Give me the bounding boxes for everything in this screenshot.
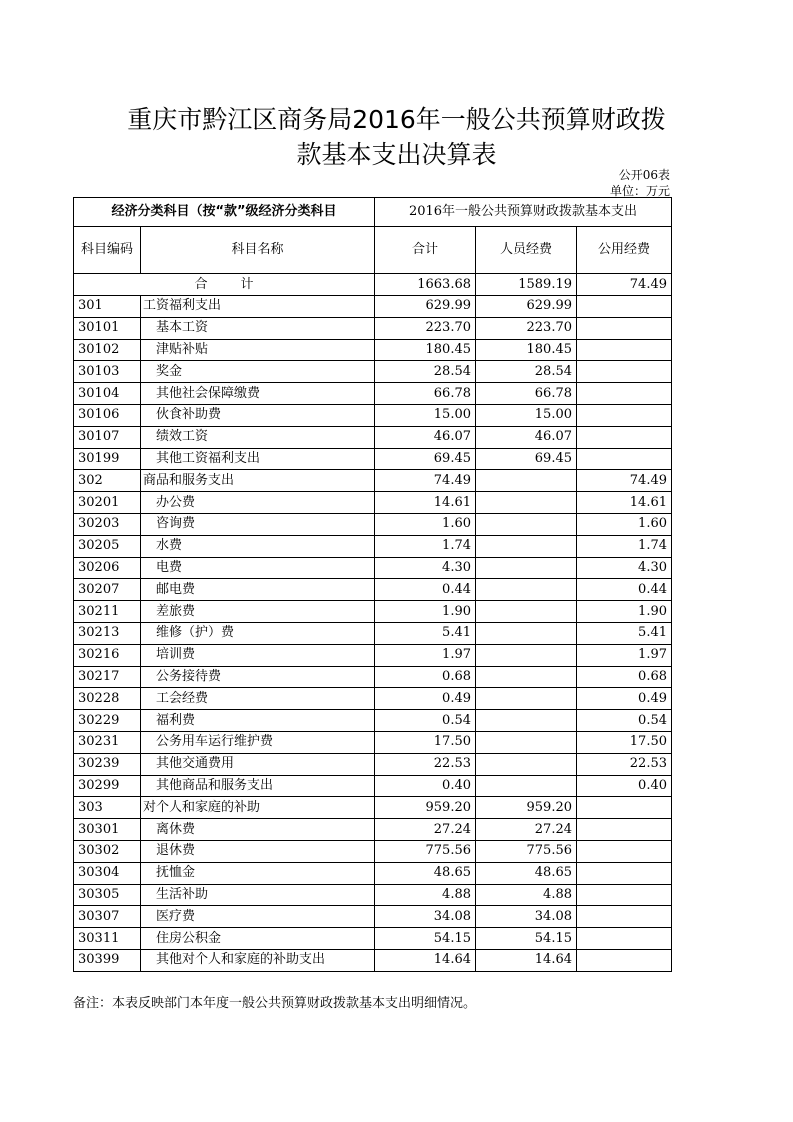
- row-public: 17.50: [577, 731, 672, 753]
- row-public: [577, 949, 672, 971]
- row-name: 抚恤金: [141, 862, 375, 884]
- budget-table: [73, 197, 672, 972]
- row-code: 30199: [74, 448, 141, 470]
- row-code: 30102: [74, 339, 141, 361]
- row-public: 74.49: [577, 470, 672, 492]
- row-public: [577, 339, 672, 361]
- total-label: 合 计: [74, 274, 375, 296]
- row-code: 30206: [74, 557, 141, 579]
- table-row: [74, 296, 672, 318]
- table-row: [74, 666, 672, 688]
- row-public: 1.90: [577, 601, 672, 623]
- row-total: 14.61: [375, 492, 476, 514]
- row-name: 其他社会保障缴费: [141, 383, 375, 405]
- row-public: [577, 906, 672, 928]
- row-personnel: 28.54: [476, 361, 577, 383]
- row-name: 维修（护）费: [141, 622, 375, 644]
- row-total: 1.97: [375, 644, 476, 666]
- row-total: 0.44: [375, 579, 476, 601]
- row-total: 5.41: [375, 622, 476, 644]
- row-total: 74.49: [375, 470, 476, 492]
- row-code: 30205: [74, 535, 141, 557]
- row-name: 其他商品和服务支出: [141, 775, 375, 797]
- row-public: [577, 797, 672, 819]
- econ-class-header: 经济分类科目（按“款”级经济分类科目: [74, 198, 375, 227]
- total-public: 74.49: [577, 274, 672, 296]
- personnel-column-header: 人员经费: [476, 227, 577, 274]
- row-name: 生活补助: [141, 884, 375, 906]
- table-row: [74, 622, 672, 644]
- name-column-header: 科目名称: [141, 227, 375, 274]
- total-column-header: 合计: [375, 227, 476, 274]
- row-total: 34.08: [375, 906, 476, 928]
- table-row: [74, 601, 672, 623]
- row-name: 退休费: [141, 840, 375, 862]
- total-amount: 1663.68: [375, 274, 476, 296]
- row-name: 其他工资福利支出: [141, 448, 375, 470]
- row-name: 其他交通费用: [141, 753, 375, 775]
- row-code: 30304: [74, 862, 141, 884]
- row-name: 工会经费: [141, 688, 375, 710]
- row-code: 30211: [74, 601, 141, 623]
- row-name: 办公费: [141, 492, 375, 514]
- row-code: 30301: [74, 819, 141, 841]
- row-total: 4.88: [375, 884, 476, 906]
- header-row-1: [74, 198, 672, 227]
- row-name: 水费: [141, 535, 375, 557]
- row-personnel: 46.07: [476, 426, 577, 448]
- row-personnel: 223.70: [476, 317, 577, 339]
- row-personnel: [476, 492, 577, 514]
- row-name: 邮电费: [141, 579, 375, 601]
- row-personnel: [476, 601, 577, 623]
- row-personnel: 959.20: [476, 797, 577, 819]
- row-public: 0.49: [577, 688, 672, 710]
- total-row: [74, 274, 672, 296]
- row-personnel: [476, 535, 577, 557]
- table-row: [74, 928, 672, 950]
- row-personnel: [476, 731, 577, 753]
- row-total: 1.60: [375, 513, 476, 535]
- table-row: [74, 731, 672, 753]
- table-row: [74, 492, 672, 514]
- row-public: [577, 928, 672, 950]
- code-column-header: 科目编码: [74, 227, 141, 274]
- table-row: [74, 426, 672, 448]
- row-code: 30201: [74, 492, 141, 514]
- row-total: 54.15: [375, 928, 476, 950]
- table-row: [74, 884, 672, 906]
- row-code: 30207: [74, 579, 141, 601]
- unit-label: 单位：万元: [609, 184, 670, 198]
- row-name: 其他对个人和家庭的补助支出: [141, 949, 375, 971]
- table-row: [74, 513, 672, 535]
- row-total: 66.78: [375, 383, 476, 405]
- row-public: [577, 884, 672, 906]
- table-row: [74, 470, 672, 492]
- row-code: 30217: [74, 666, 141, 688]
- row-code: 30203: [74, 513, 141, 535]
- row-code: 30103: [74, 361, 141, 383]
- row-personnel: 629.99: [476, 296, 577, 318]
- table-row: [74, 688, 672, 710]
- row-total: 15.00: [375, 404, 476, 426]
- row-public: 1.74: [577, 535, 672, 557]
- row-public: 1.97: [577, 644, 672, 666]
- row-name: 伙食补助费: [141, 404, 375, 426]
- row-personnel: 15.00: [476, 404, 577, 426]
- row-public: 0.40: [577, 775, 672, 797]
- row-public: [577, 448, 672, 470]
- table-row: [74, 383, 672, 405]
- row-name: 对个人和家庭的补助: [141, 797, 375, 819]
- row-personnel: 14.64: [476, 949, 577, 971]
- row-personnel: [476, 688, 577, 710]
- row-name: 住房公积金: [141, 928, 375, 950]
- row-code: 30104: [74, 383, 141, 405]
- table-row: [74, 557, 672, 579]
- row-total: 223.70: [375, 317, 476, 339]
- row-public: 22.53: [577, 753, 672, 775]
- table-row: [74, 775, 672, 797]
- row-name: 商品和服务支出: [141, 470, 375, 492]
- row-total: 629.99: [375, 296, 476, 318]
- header-row-2: [74, 227, 672, 274]
- table-row: [74, 710, 672, 732]
- row-code: 30216: [74, 644, 141, 666]
- row-total: 0.54: [375, 710, 476, 732]
- row-total: 4.30: [375, 557, 476, 579]
- row-total: 0.68: [375, 666, 476, 688]
- row-personnel: 27.24: [476, 819, 577, 841]
- row-code: 30101: [74, 317, 141, 339]
- row-name: 奖金: [141, 361, 375, 383]
- row-personnel: [476, 470, 577, 492]
- row-total: 180.45: [375, 339, 476, 361]
- row-public: [577, 819, 672, 841]
- row-name: 工资福利支出: [141, 296, 375, 318]
- row-public: 0.44: [577, 579, 672, 601]
- row-personnel: [476, 710, 577, 732]
- row-code: 302: [74, 470, 141, 492]
- public-column-header: 公用经费: [577, 227, 672, 274]
- row-code: 30229: [74, 710, 141, 732]
- row-personnel: [476, 666, 577, 688]
- row-code: 30311: [74, 928, 141, 950]
- row-name: 基本工资: [141, 317, 375, 339]
- row-total: 959.20: [375, 797, 476, 819]
- table-row: [74, 317, 672, 339]
- row-code: 30231: [74, 731, 141, 753]
- table-row: [74, 906, 672, 928]
- row-public: 14.61: [577, 492, 672, 514]
- row-code: 303: [74, 797, 141, 819]
- row-total: 1.90: [375, 601, 476, 623]
- table-row: [74, 840, 672, 862]
- row-personnel: 34.08: [476, 906, 577, 928]
- row-name: 公务接待费: [141, 666, 375, 688]
- row-personnel: [476, 644, 577, 666]
- row-code: 301: [74, 296, 141, 318]
- row-public: [577, 426, 672, 448]
- row-total: 27.24: [375, 819, 476, 841]
- row-name: 津贴补贴: [141, 339, 375, 361]
- table-row: [74, 448, 672, 470]
- row-name: 培训费: [141, 644, 375, 666]
- row-personnel: [476, 557, 577, 579]
- row-total: 17.50: [375, 731, 476, 753]
- row-personnel: 69.45: [476, 448, 577, 470]
- table-row: [74, 579, 672, 601]
- row-name: 绩效工资: [141, 426, 375, 448]
- row-public: 5.41: [577, 622, 672, 644]
- row-public: [577, 840, 672, 862]
- row-code: 30213: [74, 622, 141, 644]
- row-code: 30106: [74, 404, 141, 426]
- row-public: 4.30: [577, 557, 672, 579]
- row-personnel: [476, 753, 577, 775]
- row-code: 30299: [74, 775, 141, 797]
- row-code: 30228: [74, 688, 141, 710]
- table-row: [74, 361, 672, 383]
- row-total: 1.74: [375, 535, 476, 557]
- row-public: [577, 862, 672, 884]
- row-public: [577, 361, 672, 383]
- table-row: [74, 339, 672, 361]
- row-total: 28.54: [375, 361, 476, 383]
- row-personnel: [476, 579, 577, 601]
- total-personnel: 1589.19: [476, 274, 577, 296]
- row-code: 30302: [74, 840, 141, 862]
- row-personnel: 180.45: [476, 339, 577, 361]
- table-row: [74, 819, 672, 841]
- row-name: 公务用车运行维护费: [141, 731, 375, 753]
- table-row: [74, 535, 672, 557]
- row-total: 48.65: [375, 862, 476, 884]
- row-total: 46.07: [375, 426, 476, 448]
- row-total: 0.49: [375, 688, 476, 710]
- row-code: 30107: [74, 426, 141, 448]
- footnote: 备注：本表反映部门本年度一般公共预算财政拨款基本支出明细情况。: [73, 996, 477, 1011]
- table-row: [74, 862, 672, 884]
- row-personnel: 4.88: [476, 884, 577, 906]
- row-name: 差旅费: [141, 601, 375, 623]
- row-name: 咨询费: [141, 513, 375, 535]
- table-row: [74, 753, 672, 775]
- row-name: 福利费: [141, 710, 375, 732]
- row-personnel: [476, 513, 577, 535]
- row-public: [577, 404, 672, 426]
- row-public: 1.60: [577, 513, 672, 535]
- row-public: [577, 383, 672, 405]
- row-total: 775.56: [375, 840, 476, 862]
- row-code: 30239: [74, 753, 141, 775]
- form-number: 公开06表: [618, 168, 670, 182]
- row-public: 0.54: [577, 710, 672, 732]
- row-personnel: 775.56: [476, 840, 577, 862]
- row-personnel: 54.15: [476, 928, 577, 950]
- row-total: 22.53: [375, 753, 476, 775]
- row-total: 0.40: [375, 775, 476, 797]
- table-row: [74, 949, 672, 971]
- row-name: 电费: [141, 557, 375, 579]
- row-name: 离休费: [141, 819, 375, 841]
- row-total: 14.64: [375, 949, 476, 971]
- table-row: [74, 644, 672, 666]
- report-title-line-1: 重庆市黔江区商务局2016年一般公共预算财政拨: [127, 105, 666, 134]
- row-public: [577, 317, 672, 339]
- report-title-line-2: 款基本支出决算表: [296, 140, 497, 169]
- row-code: 30307: [74, 906, 141, 928]
- row-personnel: [476, 775, 577, 797]
- row-code: 30399: [74, 949, 141, 971]
- row-code: 30305: [74, 884, 141, 906]
- row-personnel: 66.78: [476, 383, 577, 405]
- row-public: 0.68: [577, 666, 672, 688]
- row-personnel: 48.65: [476, 862, 577, 884]
- table-row: [74, 797, 672, 819]
- row-personnel: [476, 622, 577, 644]
- row-total: 69.45: [375, 448, 476, 470]
- table-row: [74, 404, 672, 426]
- row-public: [577, 296, 672, 318]
- spending-header: 2016年一般公共预算财政拨款基本支出: [375, 198, 672, 227]
- row-name: 医疗费: [141, 906, 375, 928]
